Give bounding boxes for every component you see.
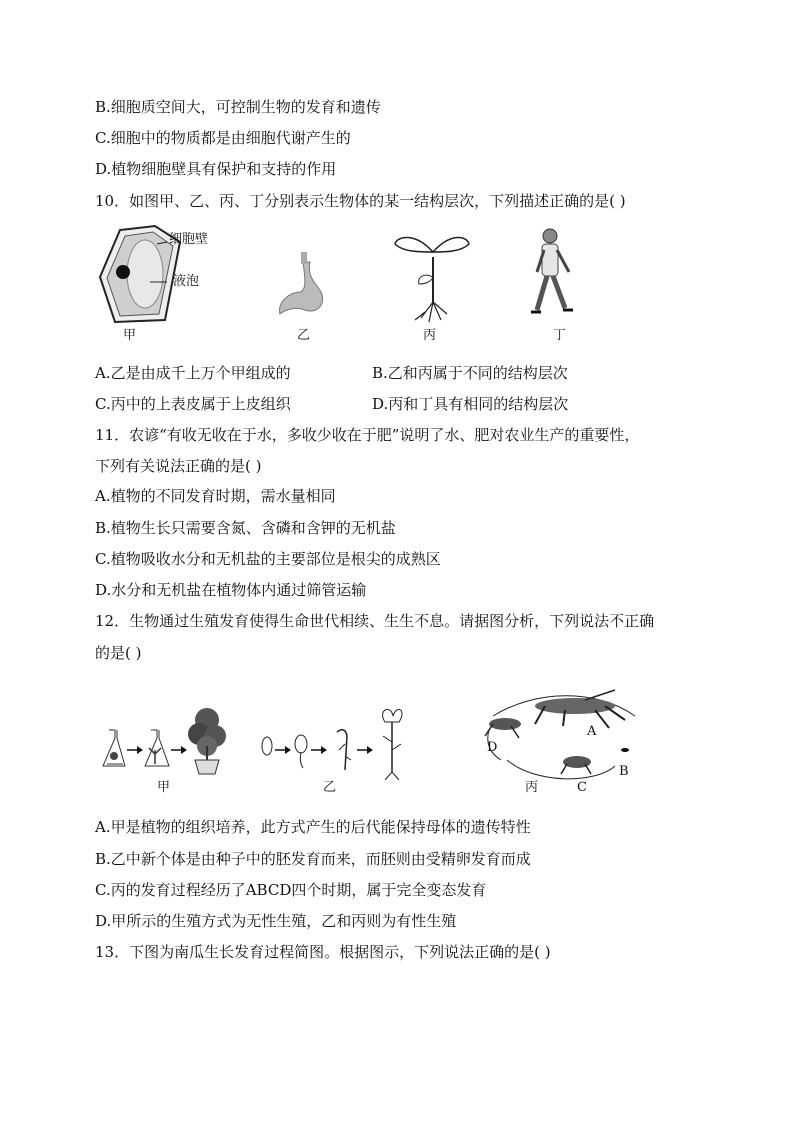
plant-cell-image bbox=[100, 226, 180, 322]
caption-12-bing: 丙 bbox=[525, 780, 539, 795]
option-9c: C.细胞中的物质都是由细胞代谢产生的 bbox=[95, 129, 351, 147]
option-11a: A.植物的不同发育时期，需水量相同 bbox=[95, 487, 336, 505]
figure-12-drawings bbox=[95, 680, 655, 800]
stage-label-b: B bbox=[619, 764, 629, 779]
option-11c: C.植物吸收水分和无机盐的主要部位是根尖的成熟区 bbox=[95, 550, 441, 568]
option-12c: C.丙的发育过程经历了ABCD四个时期，属于完全变态发育 bbox=[95, 881, 487, 899]
figure-12 bbox=[95, 680, 655, 800]
caption-yi: 乙 bbox=[297, 328, 311, 343]
tissue-culture-image bbox=[103, 708, 226, 774]
option-12b: B.乙中新个体是由种子中的胚发育而来，而胚则由受精卵发育而成 bbox=[95, 850, 531, 868]
caption-12-jia: 甲 bbox=[157, 780, 171, 795]
label-cell-wall: 细胞壁 bbox=[169, 232, 209, 247]
stomach-image bbox=[280, 252, 323, 314]
stage-label-a: A bbox=[587, 724, 597, 739]
figure-10 bbox=[95, 222, 615, 352]
question-12-stem-2: 的是( ) bbox=[95, 644, 142, 662]
option-9d: D.植物细胞壁具有保护和支持的作用 bbox=[95, 160, 337, 178]
option-10c: C.丙中的上表皮属于上皮组织 bbox=[95, 395, 291, 413]
caption-jia: 甲 bbox=[123, 328, 137, 343]
option-12d: D.甲所示的生殖方式为无性生殖，乙和丙则为有性生殖 bbox=[95, 912, 457, 930]
option-10a: A.乙是由成千上万个甲组成的 bbox=[95, 364, 291, 382]
person-image bbox=[531, 229, 573, 312]
option-11b: B.植物生长只需要含氮、含磷和含钾的无机盐 bbox=[95, 519, 396, 537]
seed-germination-image bbox=[262, 709, 402, 780]
option-10b: B.乙和丙属于不同的结构层次 bbox=[372, 364, 568, 382]
option-12a: A.甲是植物的组织培养，此方式产生的后代能保持母体的遗传特性 bbox=[95, 818, 531, 836]
question-13-stem: 13．下图为南瓜生长发育过程简图。根据图示，下列说法正确的是( ) bbox=[95, 943, 551, 961]
option-10d: D.丙和丁具有相同的结构层次 bbox=[372, 395, 569, 413]
question-11-stem-2: 下列有关说法正确的是( ) bbox=[95, 457, 262, 475]
question-12-stem-1: 12．生物通过生殖发育使得生命世代相续、生生不息。请据图分析，下列说法不正确 bbox=[95, 612, 655, 630]
option-9b: B.细胞质空间大，可控制生物的发育和遗传 bbox=[95, 98, 381, 116]
stage-label-c: C bbox=[577, 780, 587, 795]
grasshopper-cycle-image bbox=[485, 690, 635, 779]
caption-bing: 丙 bbox=[423, 328, 437, 343]
stage-label-d: D bbox=[487, 740, 498, 755]
option-11d: D.水分和无机盐在植物体内通过筛管运输 bbox=[95, 581, 367, 599]
caption-ding: 丁 bbox=[553, 328, 567, 343]
question-10-stem: 10．如图甲、乙、丙、丁分别表示生物体的某一结构层次，下列描述正确的是( ) bbox=[95, 192, 626, 210]
caption-12-yi: 乙 bbox=[323, 780, 337, 795]
question-11-stem-1: 11．农谚“有收无收在于水，多收少收在于肥”说明了水、肥对农业生产的重要性， bbox=[95, 426, 640, 444]
label-vacuole: 液泡 bbox=[173, 274, 200, 289]
plant-image bbox=[395, 237, 469, 322]
